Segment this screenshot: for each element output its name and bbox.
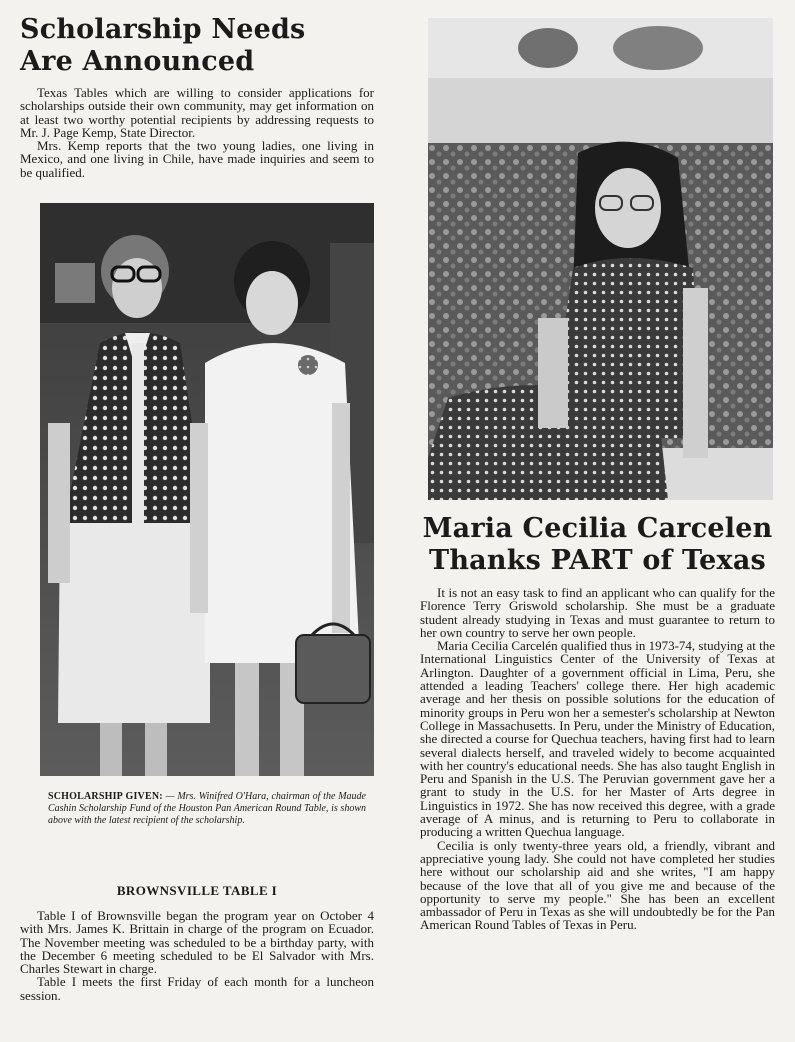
left-title-line2: Are Announced <box>20 46 255 77</box>
maria-photo <box>428 18 773 500</box>
brownsville-paragraph-2: Table I meets the first Friday of each month for a luncheon session. <box>20 974 374 1003</box>
maria-photo-illustration <box>428 18 773 500</box>
right-article <box>420 513 775 932</box>
caption-lead: SCHOLARSHIP GIVEN: <box>48 791 163 802</box>
right-title-line1: Maria Cecilia Carcelen <box>422 513 773 544</box>
left-article-title <box>20 14 374 78</box>
right-paragraph-2: Maria Cecilia Carcelén qualified thus in 1973-74, studying at the International Linguistics Center of the University of Texas at Arlington. Daughter of a government official in Lima, Peru, she attended a leading Teachers' college there. Her high academic average and her thesis on possible solutions for the education of minority groups in Peru won her a semester's scholarship at Newton College in Massachusetts. In Peru, under the Ministry of Education, she directed a course for Quechua teachers, having first had to learn several dialects herself, and traveled widely to become acquainted with her country's educational needs. She has also taught English in Peru and Spanish in the U.S. The Peruvian government gave her a grant to study in the U.S. for her Master of Arts degree in Linguistics in 1972. She has now received this degree, with a grade average of A minus, and is returning to Peru to collaborate in producing a written Quechua language. <box>420 638 775 840</box>
caption-text: — Mrs. Winifred O'Hara, chairman of the Maude Cashin Scholarship Fund of the Houston Pan American Round Table, is shown above with the latest recipient of the scholarship. <box>48 791 366 826</box>
left-intro <box>20 86 374 179</box>
right-paragraph-3: Cecilia is only twenty-three years old, a friendly, vibrant and appreciative young lady. She could not have completed her studies here without our scholarship aid and she writes, "I am happy because of the love that all of you give me and because of the opportunity to serve my people." She has been an excellent ambassador of Peru in Texas as she will undoubtedly be for the Pan American Round Tables of Texas in Peru. <box>420 837 775 933</box>
left-intro-paragraph-2: Mrs. Kemp reports that the two young ladies, one living in Mexico, and one living in Chile, have made inquiries and seem to be qualified. <box>20 138 374 180</box>
brownsville-section <box>20 883 374 1002</box>
brownsville-paragraph-1: Table I of Brownsville began the program year on October 4 with Mrs. James K. Brittain in charge of the program on Ecuador. The November meeting was scheduled to be a birthday party, with the December 6 meeting scheduled to be El Salvador with Mrs. Charles Stewart in charge. <box>20 908 374 977</box>
scholarship-photo <box>40 203 374 776</box>
right-article-title <box>420 513 775 577</box>
photo-caption <box>48 791 366 827</box>
right-paragraph-1: It is not an easy task to find an applicant who can qualify for the Florence Terry Griswold scholarship. She must be a graduate student already studying in Texas and must guarantee to return to her own country to serve her own people. <box>420 585 775 640</box>
left-title-line1: Scholarship Needs <box>20 14 306 45</box>
brownsville-heading: BROWNSVILLE TABLE I <box>116 883 278 898</box>
scholarship-photo-illustration <box>40 203 374 776</box>
left-intro-paragraph-1: Texas Tables which are willing to consider applications for scholarships outside their own community, may get information on at least two worthy potential recipients by addressing requests to Mr. J. Page Kemp, State Director. <box>20 85 374 140</box>
right-title-line2: Thanks PART of Texas <box>429 545 766 576</box>
left-column <box>20 14 374 179</box>
